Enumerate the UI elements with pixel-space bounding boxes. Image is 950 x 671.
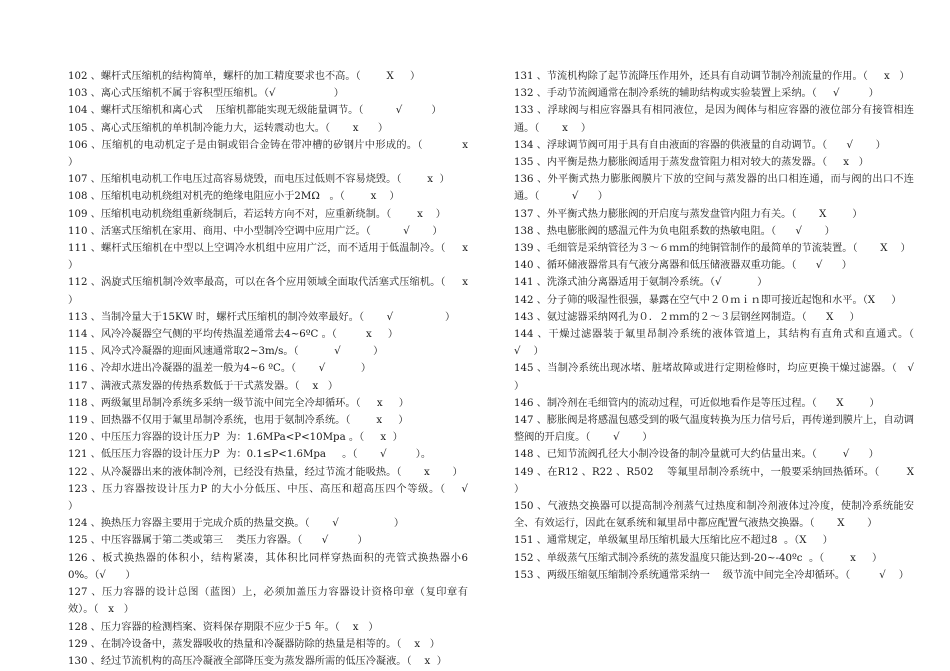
question-item: 108 、压缩机电动机绕组对机壳的绝缘电阻应小于2MΩ 。（ x ） xyxy=(68,191,400,203)
question-item: 133 、浮球阀与相应容器具有相同液位，是因为阀体与相应容器的液位部分有接管相连通。（ x ） xyxy=(514,105,914,134)
question-item: 102 、螺杆式压缩机的结构简单，螺杆的加工精度要求也不高。（ X ） xyxy=(68,71,421,82)
question-item: 153 、两级压缩氨压缩制冷系统通常采纳一 级节流中间完全冷却循环。（ √ ） xyxy=(514,569,909,581)
question-item: 143 、氨过滤器采纳网孔为０．２ｍｍ的２～３层钢丝网制造。（ X ） xyxy=(514,311,860,323)
question-item: 115 、风冷式冷凝器的迎面风速通常取2~3m/s。（ √ ） xyxy=(68,346,384,358)
question-item: 113 、当制冷量大于15KW 时，螺杆式压缩机的制冷效率最好。（ √ ） xyxy=(68,311,456,323)
question-item: 125 、中压容器属于第二类或第三 类压力容器。（ √ ） xyxy=(68,535,368,547)
question-item: 145 、当制冷系统出现冰堵、脏堵故障或进行定期检修时，均应更换干燥过滤器。（ √ ） xyxy=(514,363,931,392)
question-item: 123 、压力容器按设计压力P 的大小分低压、中压、高压和超高压四个等级。（ √ ） xyxy=(68,483,498,513)
question-item: 152 、单级蒸气压缩式制冷系统的蒸发温度只能达到-20~-40ºc 。（ x ） xyxy=(514,552,883,564)
question-item: 141 、洗涤式油分离器适用于氨制冷系统。（√ ） xyxy=(514,277,768,289)
question-item: 120 、中压压力容器的设计压力P 为：1.6MPa<P<10Mpa 。（ x ） xyxy=(68,432,403,444)
question-item: 103 、离心式压缩机不属于容积型压缩机。（√ ） xyxy=(68,88,344,100)
left-column xyxy=(68,68,498,670)
question-item: 130 、经过节流机构的高压冷凝液全部降压变为蒸发器所需的低压冷凝液。（ x ） xyxy=(68,655,447,667)
question-item: 106 、压缩机的电动机定子是由铜或铝合金铸在带冲槽的矽钢片中形成的。（ x ） xyxy=(68,139,488,169)
question-item: 109 、压缩机电动机绕组重新绕制后，若运转方向不对，应重新绕制。（ x ） xyxy=(68,208,446,220)
question-item: 134 、浮球调节阀可用于具有自由液面的容器的供液量的自动调节。（ √ ） xyxy=(514,139,886,151)
question-item: 127 、压力容器的设计总图（蓝图）上，必须加盖压力容器设计资格印章（复印章有效）。（ x ） xyxy=(68,587,468,616)
question-item: 116 、冷却水进出冷凝器的温差一般为4~6 ºC。（ √ ） xyxy=(68,363,372,375)
question-item: 119 、回热器不仅用于氟里昂制冷系统，也用于氨制冷系统。（ x ） xyxy=(68,415,409,427)
question-item: 118 、两级氟里昂制冷系统多采纳一级节流中间完全冷却循环。（ x ） xyxy=(68,397,409,409)
right-column xyxy=(514,68,940,584)
question-item: 146 、制冷剂在毛细管内的流动过程，可近似地看作是等压过程。（ X ） xyxy=(514,397,880,409)
question-item: 144 、干燥过滤器装于氟里昂制冷系统的液体管道上，其结构有直角式和直通式。（ √ ） xyxy=(514,329,940,358)
question-item: 139 、毛细管是采纳管径为３～６ｍｍ的纯铜管制作的最简单的节流装置。（ X ） xyxy=(514,243,911,255)
question-item: 149 、在R12 、R22 、R502 等氟里昂制冷系统中，一般要采纳回热循环。（ X ） xyxy=(514,466,924,495)
question-item: 138 、热电膨胀阀的感温元件为负电阻系数的热敏电阻。（ √ ） xyxy=(514,225,835,237)
question-item: 137 、外平衡式热力膨胀阀的开启度与蒸发盘管内阻力有关。（ X ） xyxy=(514,208,863,220)
question-item: 111 、螺杆式压缩机在中型以上空调冷水机组中应用广泛，而不适用于低温制冷。（ x ） xyxy=(68,243,478,272)
question-item: 142 、分子筛的吸湿性很强，暴露在空气中２０ｍｉｎ即可接近起饱和水平。（X ） xyxy=(514,294,902,306)
question-item: 107 、压缩机电动机工作电压过高容易烧毁，而电压过低则不容易烧毁。（ x ） xyxy=(68,174,450,186)
question-item: 147 、膨胀阀是将感温包感受到的吸气温度转换为压力信号后，再传递到膜片上，自动调整阀的开启度。（ √ ） xyxy=(514,415,914,444)
question-item: 104 、螺杆式压缩机和离心式 压缩机都能实现无级能量调节。（ √ ） xyxy=(68,105,442,117)
question-item: 110 、活塞式压缩机在家用、商用、中小型制冷空调中应用广泛。（ √ ） xyxy=(68,225,443,237)
question-item: 136 、外平衡式热力膨胀阀膜片下放的空间与蒸发器的出口相连通，而与阀的出口不连通。（ √ ） xyxy=(514,174,914,203)
question-item: 105 、离心式压缩机的单机制冷能力大，运转震动也大。（ x ） xyxy=(68,122,389,134)
question-item: 112 、涡旋式压缩机制冷效率最高，可以在各个应用领域全面取代活塞式压缩机。（ x ） xyxy=(68,277,478,306)
question-item: 114 、风冷冷凝器空气侧的平均传热温差通常去4~6ºC 。（ x ） xyxy=(68,329,399,341)
question-item: 121 、低压压力容器的设计压力P 为：0.1≤P<1.6Mpa 。（ √ ）。 xyxy=(68,449,432,461)
question-item: 129 、在制冷设备中，蒸发器吸收的热量和冷凝器防除的热量是相等的。（ x ） xyxy=(68,638,440,650)
question-item: 117 、满液式蒸发器的传热系数低于干式蒸发器。（ x ） xyxy=(68,380,339,392)
question-item: 150 、气液热交换器可以提高制冷剂蒸气过热度和制冷剂液体过冷度，使制冷系统能安全、有效运行，因此在氨系统和氟里昂中都应配置气液热交换器。（ X ） xyxy=(514,501,914,530)
question-item: 126 、板式换热器的体积小，结构紧凑，其体积比同样穿热面积的壳管式换热器小60%。（√ ） xyxy=(68,552,468,581)
question-item: 124 、换热压力容器主要用于完成介质的热量交换。（ √ ） xyxy=(68,518,405,530)
question-item: 132 、手动节流阀通常在制冷系统的辅助结构或实验装置上采纳。（ √ ） xyxy=(514,88,879,100)
question-item: 140 、循环储液器常具有气液分离器和低压储液器双重功能。（ √ ） xyxy=(514,260,852,272)
question-item: 151 、通常规定，单级氟里昂压缩机最大压缩比应不超过8 。（X ） xyxy=(514,535,833,547)
question-item: 148 、已知节流阀孔径大小制冷设备的制冷量就可大约估量出来。（ √ ） xyxy=(514,449,879,461)
question-item: 122 、从冷凝器出来的液体制冷剂，已经没有热量，经过节流才能吸热。（ x ） xyxy=(68,466,463,478)
question-item: 131 、节流机构除了起节流降压作用外，还具有自动调节制冷剂流量的作用。（ x ） xyxy=(514,71,910,82)
question-item: 135 、内平衡是热力膨胀阀适用于蒸发盘管阻力相对较大的蒸发器。（ x ） xyxy=(514,157,869,169)
question-item: 128 、压力容器的检测档案、资料保存期限不应少于5 年。（ x ） xyxy=(68,621,379,633)
